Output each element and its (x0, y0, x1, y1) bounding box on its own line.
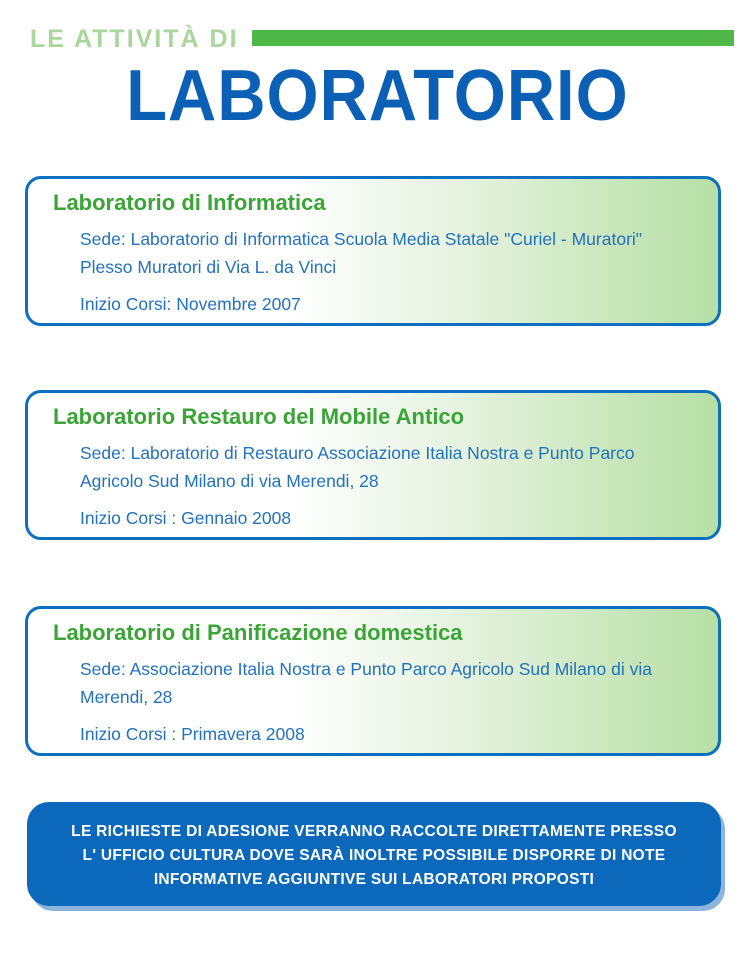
notice-line: INFORMATIVE AGGIUNTIVE SUI LABORATORI PROPOSTI (153, 871, 595, 888)
lab-location-line: Merendi, 28 (80, 687, 173, 707)
lab-start-date: Inizio Corsi : Primavera 2008 (80, 724, 305, 744)
lab-card-restauro (25, 390, 721, 540)
lab-location (80, 439, 705, 495)
notice-line: L' UFFICIO CULTURA DOVE SARÀ INOLTRE POSSIBILE DISPORRE DI NOTE (82, 847, 666, 864)
notice-line: LE RICHIESTE DI ADESIONE VERRANNO RACCOLTE DIRETTAMENTE PRESSO (71, 823, 677, 840)
lab-start-date: Inizio Corsi: Novembre 2007 (80, 294, 301, 314)
lab-location (80, 655, 705, 711)
lab-location-line: Agricolo Sud Milano di via Merendi, 28 (80, 471, 379, 491)
lab-start-date: Inizio Corsi : Gennaio 2008 (80, 508, 292, 528)
page-kicker: LE ATTIVITÀ DI (30, 25, 239, 53)
lab-card-informatica (25, 176, 721, 326)
lab-title: Laboratorio Restauro del Mobile Antico (53, 404, 465, 429)
lab-card-panificazione (25, 606, 721, 756)
lab-location-line: Sede: Laboratorio di Informatica Scuola Media Statale "Curiel - Muratori" (80, 229, 642, 249)
lab-title: Laboratorio di Panificazione domestica (53, 620, 463, 645)
lab-location-line: Sede: Laboratorio di Restauro Associazione Italia Nostra e Punto Parco (80, 443, 635, 463)
lab-location-line: Sede: Associazione Italia Nostra e Punto Parco Agricolo Sud Milano di via (80, 659, 652, 679)
page-title: LABORATORIO (126, 56, 629, 136)
enrollment-notice (27, 802, 721, 906)
lab-title: Laboratorio di Informatica (53, 190, 326, 215)
lab-location (80, 225, 705, 281)
kicker-accent-bar (252, 30, 734, 46)
lab-location-line: Plesso Muratori di Via L. da Vinci (80, 257, 337, 277)
